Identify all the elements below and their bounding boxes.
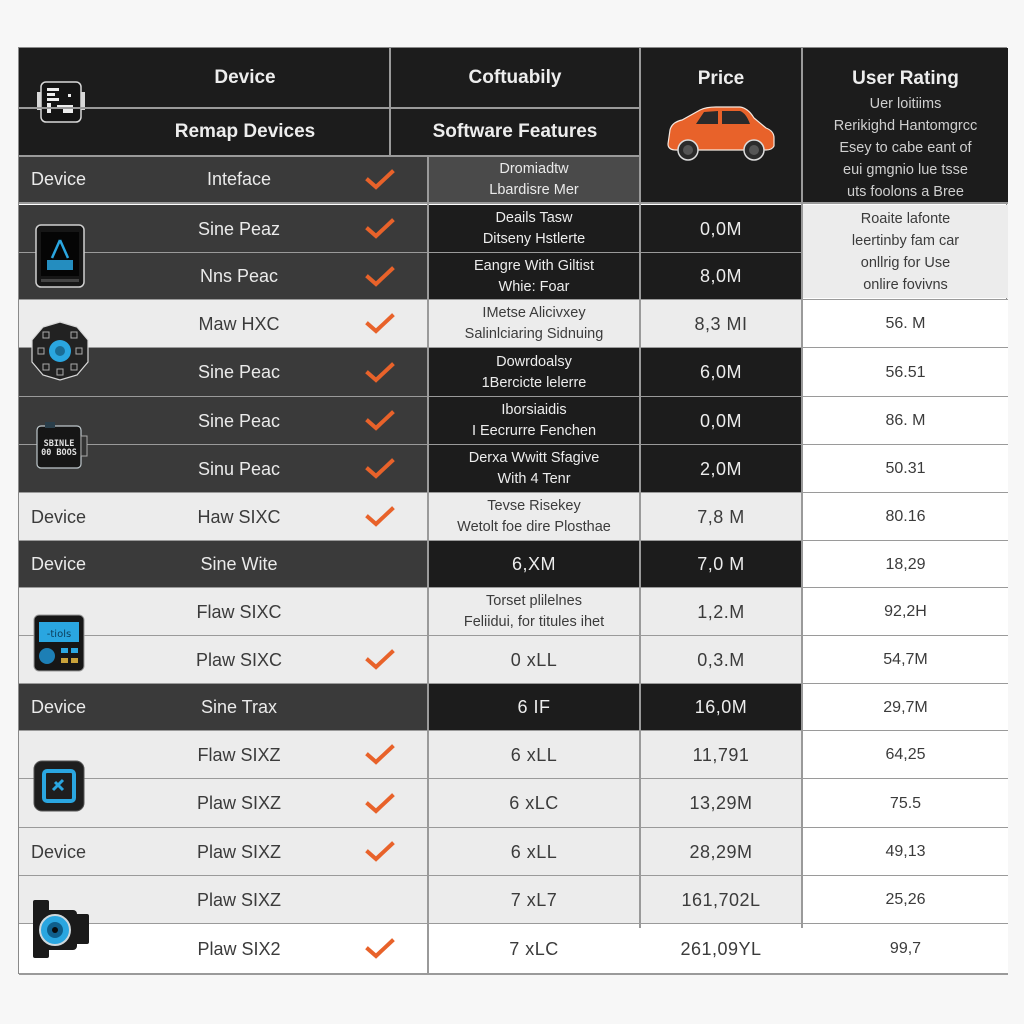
price-value: 6,0M: [641, 348, 801, 397]
device-name[interactable]: Plaw SIXZ: [196, 889, 282, 910]
user-rating-value: 75.5: [803, 779, 1008, 828]
device-name[interactable]: Haw SIXC: [197, 506, 281, 527]
comparison-table: [18, 47, 1007, 974]
row-label: Device: [31, 841, 87, 862]
device-name[interactable]: Maw HXC: [198, 313, 280, 334]
price-value: 16,0M: [641, 684, 801, 731]
check-icon: [365, 409, 395, 433]
user-rating-value: 86. M: [803, 397, 1008, 445]
software-feature: 6,XM: [429, 541, 639, 588]
price-value: 161,702L: [641, 876, 801, 924]
software-feature: 7 xLC: [429, 924, 639, 974]
header-price[interactable]: Price: [697, 68, 745, 89]
rating-merged-note: Roaite lafonte leertinby fam car onllrig for Use onlire fovivns: [803, 205, 1008, 298]
price-value: 7,8 M: [641, 493, 801, 541]
header-rating-cell: [803, 48, 1008, 203]
check-icon: [365, 457, 395, 481]
handheld-scanner-icon: [33, 614, 85, 672]
price-value: 13,29M: [641, 779, 801, 828]
check-icon: [365, 840, 395, 864]
obd-connector-icon: [31, 420, 89, 474]
header-remap-devices[interactable]: Remap Devices: [101, 108, 389, 156]
software-feature: Eangre With Giltist Whie: Foar: [429, 253, 639, 300]
software-feature: IMetse Alicivxey Salinlciaring Sidnuing: [429, 300, 639, 348]
price-value: 8,0M: [641, 253, 801, 300]
user-rating-value: 49,13: [803, 828, 1008, 876]
row-label: Device: [31, 554, 87, 574]
device-name[interactable]: Sinu Peac: [197, 458, 281, 479]
check-icon: [365, 937, 395, 961]
software-feature: Torset plilelnes Feliidui, for titules ihet: [429, 588, 639, 636]
device-name[interactable]: Plaw SIXC: [195, 649, 283, 670]
subheader-feature: Dromiadtw Lbardisre Mer: [429, 156, 639, 203]
row-label: Device: [31, 697, 87, 717]
price-value: 11,791: [641, 731, 801, 779]
software-feature: 6 IF: [429, 684, 639, 731]
user-rating-value: 64,25: [803, 731, 1008, 779]
user-rating-value: 56. M: [803, 300, 1008, 348]
check-icon: [365, 743, 395, 767]
user-rating-value: 54,7M: [803, 636, 1008, 684]
tablet-display-icon: [35, 224, 85, 288]
user-rating-value: 99,7: [803, 924, 1008, 974]
software-feature: 7 xL7: [429, 876, 639, 924]
software-feature: Derxa Wwitt Sfagive With 4 Tenr: [429, 445, 639, 493]
subheader-interface: Inteface: [189, 156, 289, 203]
price-value: 7,0 M: [641, 541, 801, 588]
obd-plug-icon: [31, 900, 91, 960]
device-name[interactable]: Nns Peac: [199, 266, 279, 286]
price-value: 28,29M: [641, 828, 801, 876]
price-value: 261,09YL: [641, 924, 801, 974]
device-name[interactable]: Sine Peac: [197, 362, 281, 382]
device-name[interactable]: Sine Peac: [197, 410, 281, 431]
header-compatibility[interactable]: Coftuabily: [391, 48, 639, 108]
square-dongle-icon: [33, 760, 85, 812]
device-name[interactable]: Sine Peaz: [197, 218, 281, 239]
user-rating-value: 80.16: [803, 493, 1008, 541]
price-value: 0,3.M: [641, 636, 801, 684]
check-icon: [365, 265, 395, 289]
round-obd-module-icon: [29, 320, 91, 382]
device-name[interactable]: Flaw SIXC: [196, 601, 282, 622]
check-icon: [365, 361, 395, 385]
device-name[interactable]: Plaw SIX2: [197, 938, 281, 959]
software-feature: 0 xLL: [429, 636, 639, 684]
header-user-rating[interactable]: User Rating: [852, 68, 959, 89]
software-feature: 6 xLL: [429, 731, 639, 779]
svg-text:00 BOOS: 00 BOOS: [41, 448, 77, 458]
user-rating-value: 56.51: [803, 348, 1008, 397]
price-value: 0,0M: [641, 205, 801, 253]
svg-text:-tiols: -tiols: [46, 629, 72, 640]
price-value: 2,0M: [641, 445, 801, 493]
user-rating-value: 29,7M: [803, 684, 1008, 731]
software-feature: 6 xLC: [429, 779, 639, 828]
software-feature: Dowrdoalsy 1Bercicte lelerre: [429, 348, 639, 397]
check-icon: [365, 648, 395, 672]
user-rating-value: 25,26: [803, 876, 1008, 924]
software-feature: Deails Tasw Ditseny Hstlerte: [429, 205, 639, 253]
device-name[interactable]: Sine Wite: [200, 554, 278, 574]
device-name[interactable]: Flaw SIXZ: [197, 744, 281, 765]
check-icon: [365, 312, 395, 336]
rating-description: Uer loitiims Rerikighd Hantomgrcc Esey to cabe eant of eui gmgnio lue tsse uts foolons a Bree: [833, 96, 978, 200]
ecu-chip-icon: [35, 76, 87, 128]
price-value: 1,2.M: [641, 588, 801, 636]
check-icon: [365, 217, 395, 241]
price-value: 8,3 MI: [641, 300, 801, 348]
header-price-cell: [641, 48, 801, 203]
check-icon: [365, 792, 395, 816]
header-device[interactable]: Device: [101, 48, 389, 108]
car-icon: [662, 104, 780, 164]
software-feature: 6 xLL: [429, 828, 639, 876]
user-rating-value: 50.31: [803, 445, 1008, 493]
device-name[interactable]: Sine Trax: [200, 697, 278, 717]
software-feature: Iborsiaidis I Eecrurre Fenchen: [429, 397, 639, 445]
device-name[interactable]: Plaw SIXZ: [196, 793, 282, 813]
user-rating-value: 18,29: [803, 541, 1008, 588]
check-icon: [365, 505, 395, 529]
header-software-features[interactable]: Software Features: [391, 108, 639, 156]
device-name[interactable]: Plaw SIXZ: [196, 841, 282, 862]
svg-text:SBINLE: SBINLE: [43, 439, 75, 449]
subheader-device: Device: [31, 156, 86, 203]
software-feature: Tevse Risekey Wetolt foe dire Plosthae: [429, 493, 639, 541]
check-icon: [365, 168, 395, 192]
user-rating-value: 92,2H: [803, 588, 1008, 636]
price-value: 0,0M: [641, 397, 801, 445]
row-label: Device: [31, 506, 87, 527]
